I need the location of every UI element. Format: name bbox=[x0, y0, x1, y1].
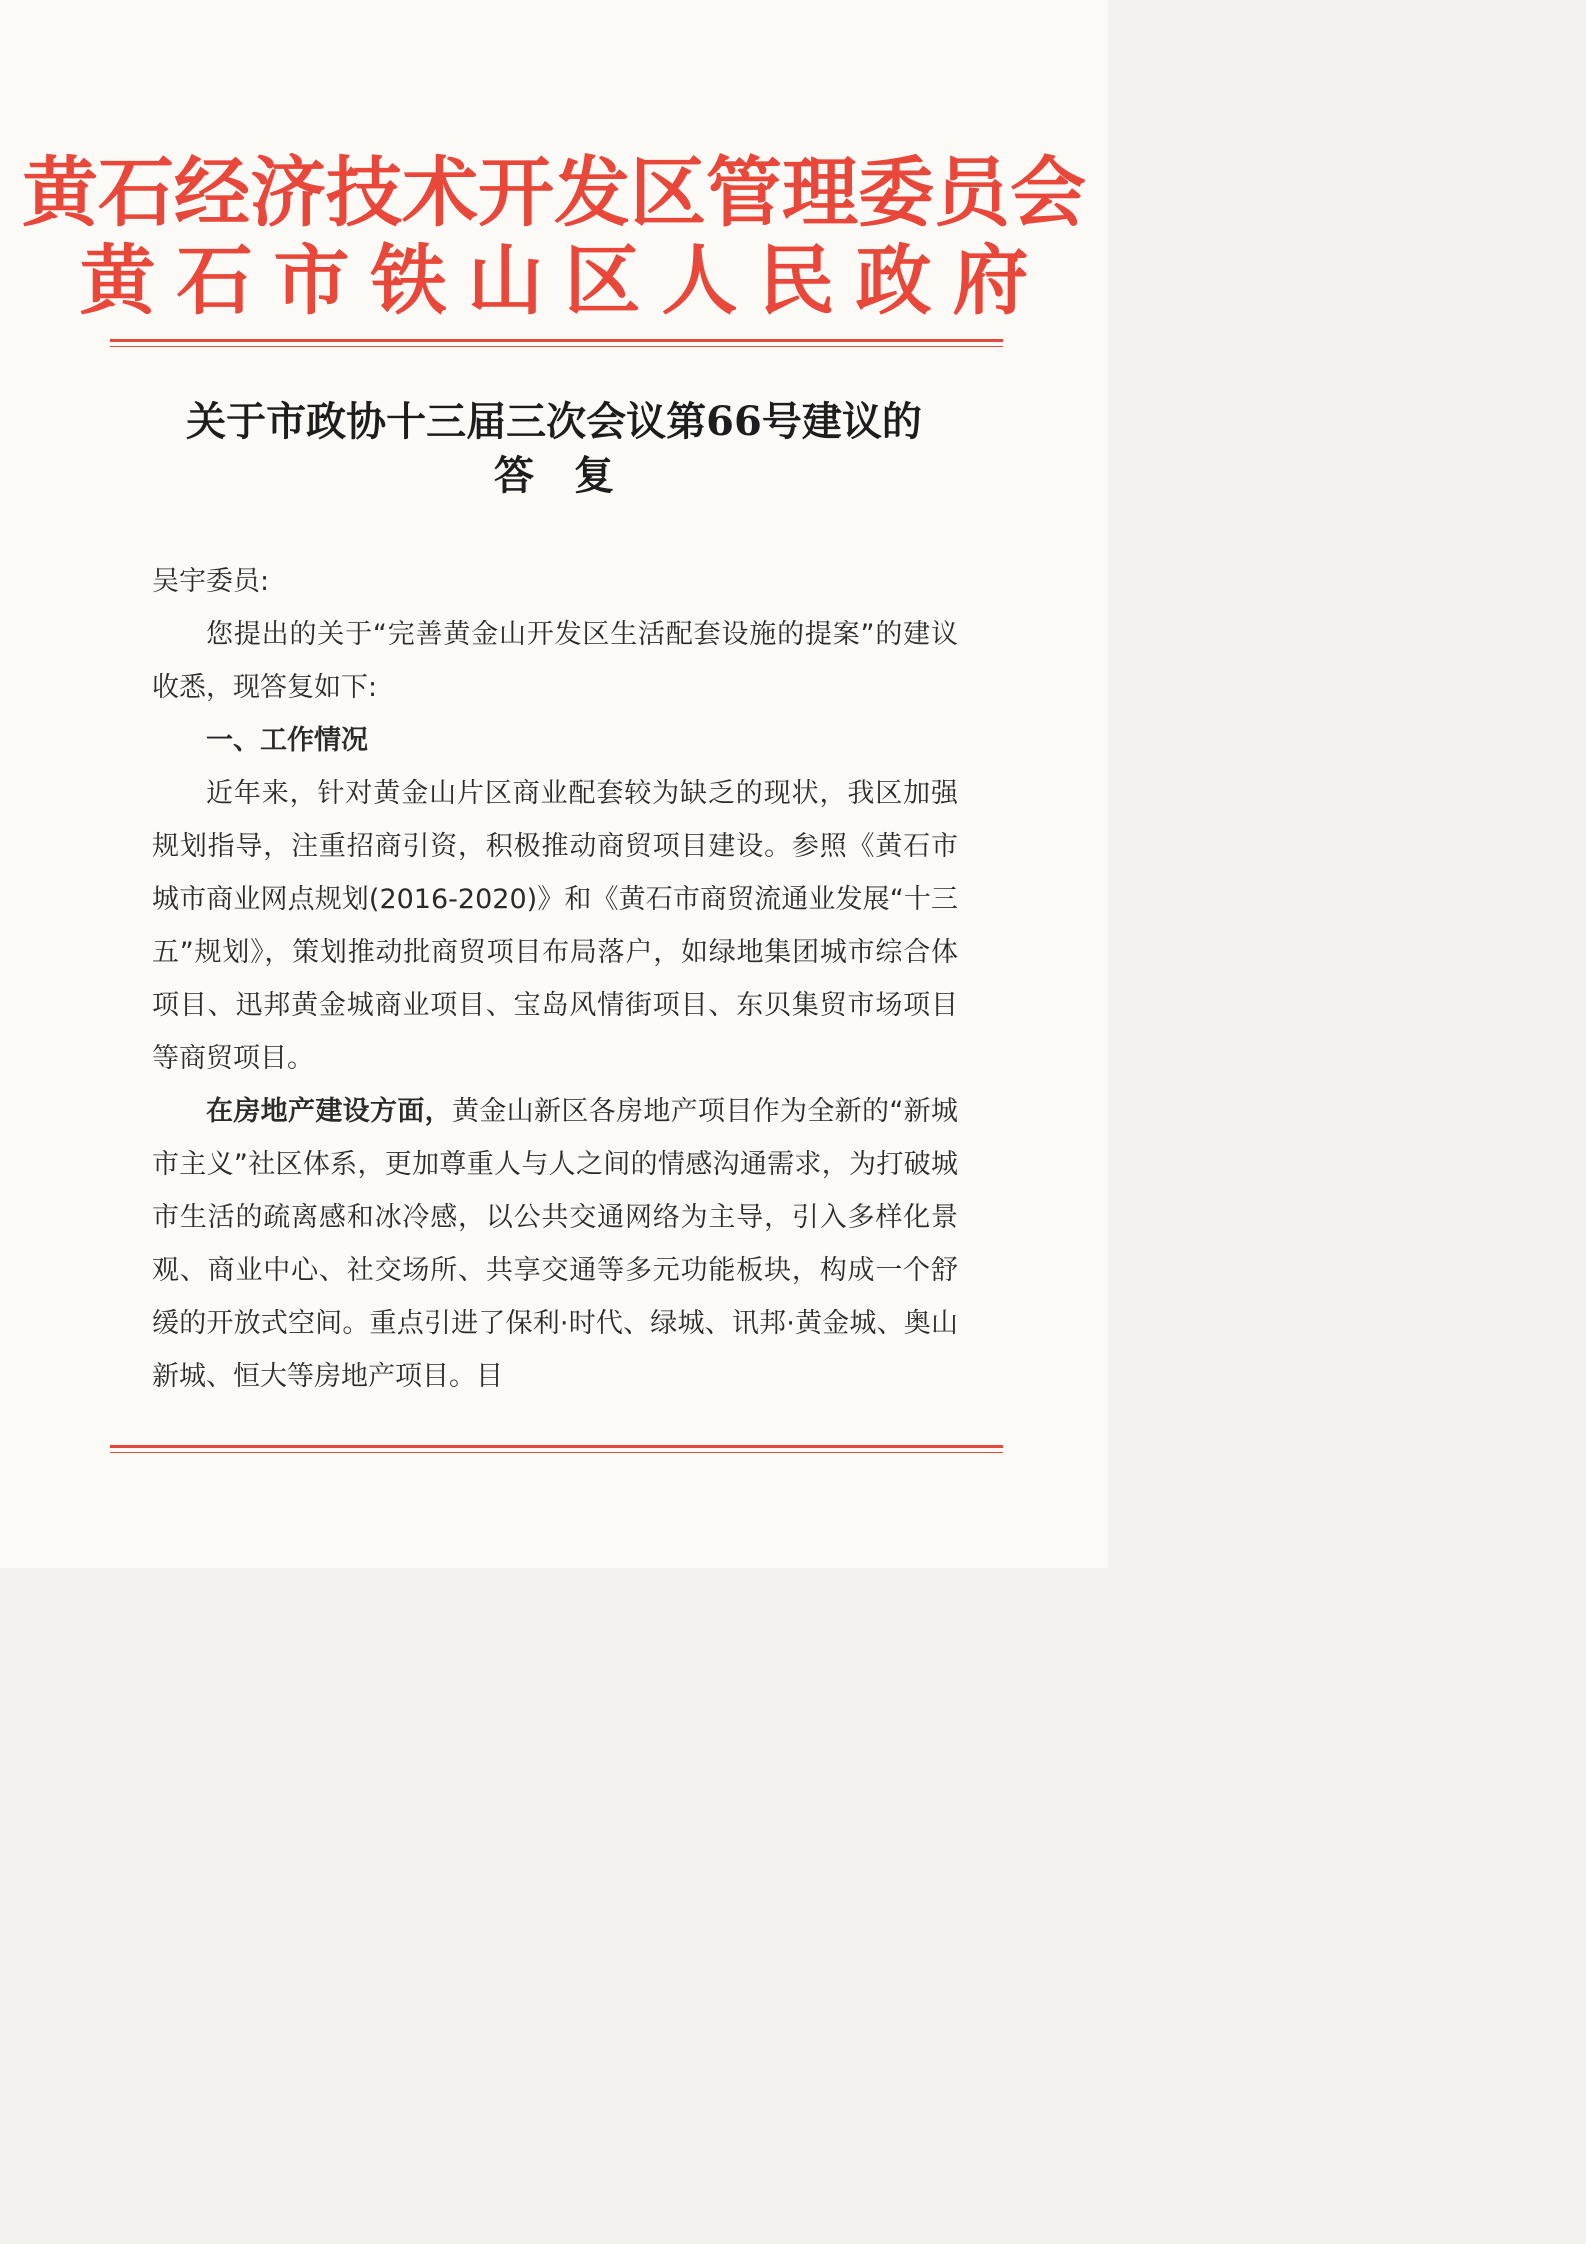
document-body bbox=[152, 555, 958, 1403]
issuer-header-line-1: 黄石经济技术开发区管理委员会 bbox=[22, 148, 1086, 237]
intro-paragraph: 您提出的关于“完善黄金山开发区生活配套设施的提案”的建议收悉，现答复如下: bbox=[152, 619, 958, 703]
paragraph-commercial: 近年来，针对黄金山片区商业配套较为缺乏的现状，我区加强规划指导，注重招商引资，积极推动商贸项目建设。参照《黄石市城市商业网点规划(2016-2020)》和《黄石市商贸流通业发展“十三五”规划》，策划推动批商贸项目布局落户，如绿地集团城市综合体项目、迅邦黄金城商业项目、宝岛风情街项目、东贝集贸市场项目等商贸项目。 bbox=[152, 778, 958, 1074]
document-page bbox=[0, 0, 1108, 1568]
document-title-line-2: 答复 bbox=[494, 452, 654, 499]
header-rule-thick bbox=[110, 339, 1003, 342]
salutation: 吴宇委员: bbox=[152, 566, 270, 597]
paragraph-lead-bold: 在房地产建设方面， bbox=[206, 1096, 452, 1127]
paragraph-real-estate-text: 黄金山新区各房地产项目作为全新的“新城市主义”社区体系，更加尊重人与人之间的情感沟通需求，为打破城市生活的疏离感和冰冷感，以公共交通网络为主导，引入多样化景观、商业中心、社交场所、共享交通等多元功能板块，构成一个舒缓的开放式空间。重点引进了保利·时代、绿城、讯邦·黄金城、奥山新城、恒大等房地产项目。目 bbox=[152, 1096, 958, 1392]
header-rule-thin bbox=[110, 346, 1003, 347]
footer-rule-thick bbox=[110, 1445, 1003, 1448]
paragraph-real-estate bbox=[152, 1085, 958, 1403]
section-heading: 一、工作情况 bbox=[206, 725, 368, 756]
issuer-header-line-2: 黄石市铁山区人民政府 bbox=[79, 236, 1050, 325]
footer-rule-thin bbox=[110, 1452, 1003, 1453]
document-title-line-1: 关于市政协十三届三次会议第66号建议的 bbox=[186, 398, 922, 445]
